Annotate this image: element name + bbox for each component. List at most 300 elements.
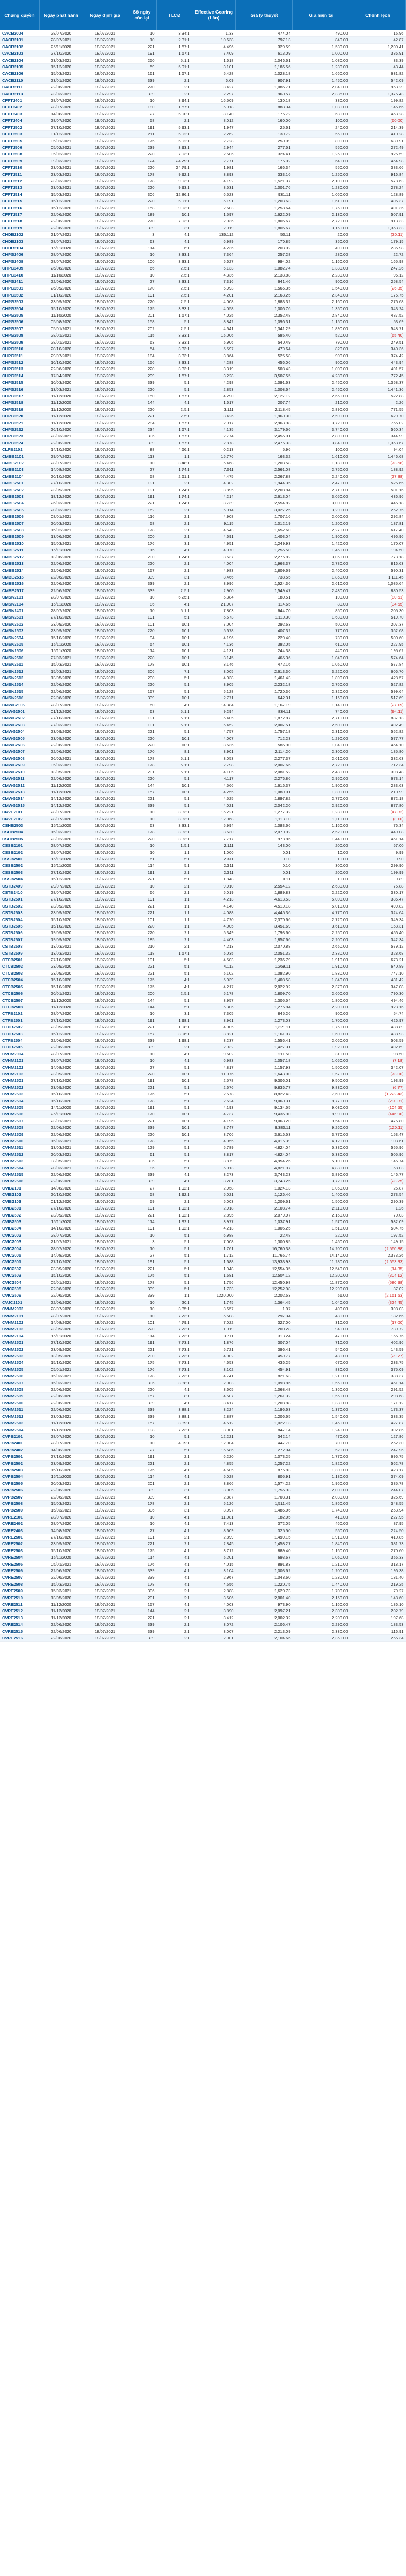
- table-row: [0, 1399, 406, 1406]
- cell-difference: 532.09: [350, 1218, 406, 1225]
- cell-warrant-code: CACB2104: [0, 57, 40, 63]
- cell-effective-gearing: 4.908: [192, 514, 236, 520]
- cell-difference: 318.17: [350, 1561, 406, 1567]
- cell-warrant-code: CVHM2004: [0, 1050, 40, 1057]
- cell-difference: 747.10: [350, 970, 406, 976]
- cell-issue-date: 27/10/2020: [40, 50, 83, 57]
- cell-days-left: 220: [127, 151, 157, 157]
- cell-difference: 255.34: [350, 1635, 406, 1641]
- cell-warrant-code: CMBB2104: [0, 473, 40, 479]
- cell-current-price: 2,300.00: [293, 748, 350, 755]
- cell-warrant-code: CVHM2503: [0, 1091, 40, 1098]
- cell-valuation-date: 18/07/2021: [83, 1594, 127, 1601]
- cell-conversion-ratio: 3.33:1: [157, 305, 192, 312]
- cell-issue-date: 14/12/2020: [40, 802, 83, 809]
- cell-warrant-code: CMBB2507: [0, 520, 40, 527]
- cell-valuation-date: 18/07/2021: [83, 500, 127, 507]
- cell-theoretical-price: 2,114.20: [236, 748, 293, 755]
- cell-difference: 143.59: [350, 1346, 406, 1352]
- cell-theoretical-price: 1,944.35: [236, 480, 293, 487]
- cell-conversion-ratio: 3:1: [157, 1010, 192, 1017]
- cell-warrant-code: CVPB2504: [0, 1474, 40, 1480]
- cell-conversion-ratio: 1.5:1: [157, 843, 192, 849]
- cell-effective-gearing: 5.178: [192, 990, 236, 997]
- cell-warrant-code: CSSB2101: [0, 843, 40, 849]
- cell-issue-date: 20/03/2021: [40, 520, 83, 527]
- cell-issue-date: 27/10/2020: [40, 1259, 83, 1265]
- cell-theoretical-price: 2,352.48: [236, 312, 293, 319]
- cell-warrant-code: CTCB2502: [0, 963, 40, 970]
- cell-difference: 197.52: [350, 1232, 406, 1238]
- cell-warrant-code: CMSN2504: [0, 634, 40, 641]
- table-row: [0, 191, 406, 198]
- cell-issue-date: 28/07/2020: [40, 607, 83, 614]
- table-row: [0, 796, 406, 802]
- table-row: [0, 332, 406, 339]
- cell-conversion-ratio: 3.96:1: [157, 1030, 192, 1037]
- cell-theoretical-price: 1,186.56: [236, 64, 293, 70]
- cell-warrant-code: CVRE2516: [0, 1635, 40, 1641]
- cell-theoretical-price: 292.63: [236, 621, 293, 627]
- cell-warrant-code: CMWG2504: [0, 728, 40, 735]
- cell-current-price: 1,030.00: [293, 104, 350, 110]
- cell-days-left: 191: [127, 896, 157, 903]
- cell-theoretical-price: 585.40: [236, 332, 293, 339]
- cell-conversion-ratio: 5.1:1: [157, 708, 192, 715]
- cell-issue-date: 11/12/2020: [40, 1003, 83, 1010]
- cell-effective-gearing: 5.039: [192, 977, 236, 983]
- cell-issue-date: 15/11/2020: [40, 1554, 83, 1561]
- cell-difference: (304.12): [350, 1272, 406, 1279]
- cell-theoretical-price: 2,104.66: [236, 1635, 293, 1641]
- cell-current-price: 2,100.00: [293, 178, 350, 184]
- table-row: [0, 581, 406, 587]
- cell-days-left: 200: [127, 554, 157, 560]
- cell-valuation-date: 18/07/2021: [83, 426, 127, 432]
- table-row: [0, 1299, 406, 1305]
- cell-warrant-code: CTPB2501: [0, 1017, 40, 1023]
- cell-difference: (27.88): [350, 473, 406, 479]
- cell-warrant-code: CHPG2515: [0, 379, 40, 386]
- cell-conversion-ratio: 5:1: [157, 386, 192, 392]
- cell-valuation-date: 18/07/2021: [83, 1198, 127, 1205]
- cell-difference: 542.09: [350, 77, 406, 83]
- cell-issue-date: 20/03/2021: [40, 1480, 83, 1487]
- cell-valuation-date: 18/07/2021: [83, 822, 127, 829]
- cell-warrant-code: CHPG2520: [0, 413, 40, 419]
- table-row: [0, 621, 406, 627]
- cell-warrant-code: CVHM2513: [0, 1158, 40, 1165]
- cell-days-left: 101: [127, 621, 157, 627]
- table-row: [0, 372, 406, 379]
- cell-conversion-ratio: 1:1: [157, 903, 192, 909]
- cell-days-left: 191: [127, 1534, 157, 1541]
- cell-issue-date: 22/06/2020: [40, 776, 83, 782]
- cell-difference: 426.97: [350, 1017, 406, 1023]
- cell-current-price: 1,040.00: [293, 1299, 350, 1305]
- cell-difference: 205.30: [350, 607, 406, 614]
- cell-theoretical-price: 712.23: [236, 735, 293, 741]
- cell-issue-date: 15/03/2021: [40, 1507, 83, 1514]
- cell-conversion-ratio: 2:1: [157, 1614, 192, 1621]
- cell-warrant-code: CHPG2511: [0, 352, 40, 359]
- cell-theoretical-price: 2,001.40: [236, 1594, 293, 1601]
- cell-issue-date: 28/07/2020: [40, 1306, 83, 1312]
- cell-warrant-code: CFPT2502: [0, 124, 40, 130]
- cell-issue-date: 15/10/2020: [40, 1272, 83, 1279]
- cell-effective-gearing: 4.112: [192, 963, 236, 970]
- cell-theoretical-price: 307.04: [236, 1339, 293, 1346]
- cell-valuation-date: 18/07/2021: [83, 124, 127, 130]
- cell-valuation-date: 18/07/2021: [83, 292, 127, 298]
- cell-conversion-ratio: 2:1: [157, 117, 192, 124]
- cell-effective-gearing: 7.022: [192, 1319, 236, 1326]
- cell-theoretical-price: 333.16: [236, 171, 293, 178]
- cell-issue-date: 20/03/2021: [40, 507, 83, 513]
- cell-issue-date: 22/06/2020: [40, 1172, 83, 1178]
- cell-warrant-code: CVRE2502: [0, 1541, 40, 1547]
- cell-current-price: 4,880.00: [293, 1165, 350, 1171]
- cell-days-left: 220: [127, 1326, 157, 1332]
- cell-theoretical-price: 3,616.53: [236, 1131, 293, 1138]
- cell-difference: 202.79: [350, 1608, 406, 1614]
- table-row: [0, 776, 406, 782]
- cell-warrant-code: CVIC2002: [0, 1232, 40, 1238]
- cell-current-price: 1,560.00: [293, 1393, 350, 1399]
- cell-effective-gearing: 6.993: [192, 285, 236, 292]
- cell-days-left: 157: [127, 688, 157, 694]
- cell-effective-gearing: 7.409: [192, 50, 236, 57]
- cell-valuation-date: 18/07/2021: [83, 1601, 127, 1608]
- cell-current-price: 490.00: [293, 245, 350, 252]
- cell-effective-gearing: 3.111: [192, 406, 236, 412]
- cell-issue-date: 15/03/2021: [40, 1138, 83, 1145]
- cell-issue-date: 22/06/2020: [40, 1044, 83, 1050]
- cell-days-left: 118: [127, 950, 157, 956]
- table-row: [0, 950, 406, 956]
- cell-conversion-ratio: 5:1: [157, 856, 192, 862]
- cell-difference: 328.68: [350, 950, 406, 956]
- cell-conversion-ratio: 7.73:1: [157, 1339, 192, 1346]
- cell-valuation-date: 18/07/2021: [83, 480, 127, 487]
- cell-current-price: 1,600.00: [293, 1030, 350, 1037]
- cell-issue-date: 28/07/2020: [40, 1245, 83, 1252]
- cell-effective-gearing: 1.761: [192, 1245, 236, 1252]
- cell-current-price: 2,200.00: [293, 1614, 350, 1621]
- table-row: [0, 131, 406, 137]
- table-row: [0, 1561, 406, 1567]
- cell-days-left: 10: [127, 1010, 157, 1017]
- cell-theoretical-price: 180.51: [236, 594, 293, 601]
- cell-valuation-date: 18/07/2021: [83, 856, 127, 862]
- cell-theoretical-price: 436.25: [236, 1359, 293, 1366]
- cell-days-left: 10: [127, 1440, 157, 1447]
- cell-conversion-ratio: 3.34:1: [157, 30, 192, 37]
- cell-days-left: 201: [127, 1594, 157, 1601]
- col-header-conversion-ratio: TLCĐ: [157, 0, 192, 30]
- cell-valuation-date: 18/07/2021: [83, 788, 127, 795]
- cell-theoretical-price: 447.70: [236, 1440, 293, 1447]
- cell-effective-gearing: 5.994: [192, 822, 236, 829]
- cell-valuation-date: 18/07/2021: [83, 299, 127, 305]
- cell-effective-gearing: 15.776: [192, 453, 236, 459]
- cell-effective-gearing: 8.140: [192, 110, 236, 117]
- table-row: [0, 869, 406, 876]
- cell-theoretical-price: 1,157.93: [236, 1064, 293, 1070]
- cell-difference: 127.86: [350, 1433, 406, 1440]
- cell-warrant-code: CVPB2501: [0, 1454, 40, 1460]
- cell-current-price: 3,770.00: [293, 1131, 350, 1138]
- cell-warrant-code: CMWG2511: [0, 776, 40, 782]
- cell-warrant-code: CFPT2510: [0, 165, 40, 171]
- cell-conversion-ratio: 5:1: [157, 1232, 192, 1238]
- cell-warrant-code: CVHM2512: [0, 1151, 40, 1158]
- cell-difference: (17.00): [350, 1319, 406, 1326]
- cell-warrant-code: CVNM2502: [0, 1346, 40, 1352]
- cell-issue-date: 23/02/2020: [40, 836, 83, 842]
- cell-issue-date: 23/09/2020: [40, 1084, 83, 1090]
- cell-theoretical-price: 834.11: [236, 708, 293, 715]
- cell-difference: 227.95: [350, 1514, 406, 1520]
- cell-current-price: 2,590.00: [293, 413, 350, 419]
- cell-current-price: 1,570.00: [293, 1070, 350, 1077]
- table-row: [0, 1467, 406, 1473]
- cell-issue-date: 15/11/2020: [40, 245, 83, 252]
- table-row: [0, 822, 406, 829]
- cell-difference: 324.64: [350, 910, 406, 916]
- cell-warrant-code: CVPB2507: [0, 1494, 40, 1500]
- cell-issue-date: 28/07/2020: [40, 1433, 83, 1440]
- cell-effective-gearing: 7.305: [192, 1010, 236, 1017]
- cell-days-left: 27: [127, 1064, 157, 1070]
- table-row: [0, 594, 406, 601]
- cell-conversion-ratio: 3.33:1: [157, 829, 192, 836]
- cell-valuation-date: 18/07/2021: [83, 594, 127, 601]
- cell-effective-gearing: 2.297: [192, 90, 236, 97]
- cell-valuation-date: 18/07/2021: [83, 165, 127, 171]
- cell-difference: (104.55): [350, 1105, 406, 1111]
- cell-issue-date: 25/11/2020: [40, 43, 83, 50]
- cell-effective-gearing: 3.072: [192, 1621, 236, 1628]
- cell-issue-date: 22/06/2020: [40, 279, 83, 285]
- table-row: [0, 1373, 406, 1379]
- cell-effective-gearing: 3.506: [192, 1594, 236, 1601]
- cell-issue-date: 22/06/2020: [40, 681, 83, 688]
- cell-valuation-date: 18/07/2021: [83, 648, 127, 654]
- cell-warrant-code: CMSN2503: [0, 628, 40, 634]
- cell-conversion-ratio: 2:1: [157, 1044, 192, 1050]
- cell-valuation-date: 18/07/2021: [83, 681, 127, 688]
- cell-effective-gearing: 3.412: [192, 1614, 236, 1621]
- cell-valuation-date: 18/07/2021: [83, 1373, 127, 1379]
- cell-difference: 507.91: [350, 211, 406, 218]
- cell-theoretical-price: 2,081.52: [236, 768, 293, 775]
- cell-difference: 199.82: [350, 97, 406, 104]
- cell-warrant-code: CMBB2512: [0, 554, 40, 560]
- table-row: [0, 923, 406, 930]
- cell-issue-date: 11/12/2020: [40, 392, 83, 399]
- cell-current-price: 2,240.00: [293, 473, 350, 479]
- cell-effective-gearing: 1.756: [192, 1279, 236, 1285]
- cell-difference: 340.36: [350, 346, 406, 352]
- cell-conversion-ratio: 2:1: [157, 1500, 192, 1507]
- cell-theoretical-price: 1,220.75: [236, 1581, 293, 1587]
- cell-valuation-date: 18/07/2021: [83, 802, 127, 809]
- cell-current-price: 1,700.00: [293, 1017, 350, 1023]
- cell-days-left: 157: [127, 1601, 157, 1608]
- cell-conversion-ratio: 5:1: [157, 1138, 192, 1145]
- cell-theoretical-price: 1,620.73: [236, 1588, 293, 1594]
- cell-conversion-ratio: 5.91:1: [157, 64, 192, 70]
- cell-days-left: 191: [127, 1454, 157, 1460]
- cell-current-price: 2,160.00: [293, 299, 350, 305]
- cell-current-price: 1,050.00: [293, 661, 350, 668]
- cell-theoretical-price: 382.05: [236, 641, 293, 647]
- cell-warrant-code: CVIC2503: [0, 1272, 40, 1279]
- cell-valuation-date: 18/07/2021: [83, 97, 127, 104]
- cell-current-price: 890.00: [293, 137, 350, 144]
- table-row: [0, 1192, 406, 1198]
- cell-difference: 560.34: [350, 426, 406, 432]
- table-row: [0, 1635, 406, 1641]
- cell-valuation-date: 18/07/2021: [83, 1353, 127, 1359]
- cell-warrant-code: CHPG2510: [0, 346, 40, 352]
- cell-current-price: 1,040.00: [293, 654, 350, 661]
- table-row: [0, 816, 406, 822]
- cell-days-left: 158: [127, 319, 157, 325]
- cell-warrant-code: CVRE2507: [0, 1574, 40, 1581]
- cell-warrant-code: CHPG2521: [0, 419, 40, 426]
- cell-difference: 290.39: [350, 1198, 406, 1205]
- cell-theoretical-price: 585.90: [236, 742, 293, 748]
- cell-valuation-date: 18/07/2021: [83, 1044, 127, 1050]
- cell-conversion-ratio: 5:1: [157, 963, 192, 970]
- cell-valuation-date: 18/07/2021: [83, 332, 127, 339]
- table-row: [0, 1259, 406, 1265]
- table-row: [0, 1050, 406, 1057]
- cell-warrant-code: CVRE2505: [0, 1561, 40, 1567]
- cell-conversion-ratio: 5:1: [157, 1285, 192, 1292]
- table-row: [0, 856, 406, 862]
- cell-difference: 330.17: [350, 890, 406, 896]
- cell-current-price: 1,210.00: [293, 1561, 350, 1567]
- cell-difference: (324.45): [350, 1299, 406, 1305]
- cell-conversion-ratio: 1.92:1: [157, 1212, 192, 1218]
- cell-difference: (26.35): [350, 285, 406, 292]
- cell-effective-gearing: 3.104: [192, 1568, 236, 1574]
- cell-difference: 578.63: [350, 178, 406, 184]
- cell-theoretical-price: 2,613.30: [236, 668, 293, 674]
- table-row: [0, 1285, 406, 1292]
- cell-difference: 347.08: [350, 983, 406, 990]
- cell-current-price: 1,160.00: [293, 1547, 350, 1554]
- cell-days-left: 306: [127, 668, 157, 674]
- cell-issue-date: 28/07/2020: [40, 1312, 83, 1319]
- cell-issue-date: 05/01/2021: [40, 1561, 83, 1567]
- cell-issue-date: 28/01/2021: [40, 339, 83, 345]
- cell-conversion-ratio: 1.67:1: [157, 419, 192, 426]
- cell-conversion-ratio: 5:1: [157, 1158, 192, 1165]
- cell-issue-date: 23/09/2020: [40, 621, 83, 627]
- cell-valuation-date: 18/07/2021: [83, 37, 127, 43]
- cell-effective-gearing: 4.193: [192, 1105, 236, 1111]
- cell-effective-gearing: 1.948: [192, 1265, 236, 1272]
- cell-current-price: 10.00: [293, 849, 350, 856]
- cell-issue-date: 28/07/2020: [40, 1050, 83, 1057]
- cell-theoretical-price: 738.55: [236, 574, 293, 580]
- cell-current-price: 1,050.00: [293, 1057, 350, 1064]
- cell-effective-gearing: 2.895: [192, 1212, 236, 1218]
- cell-difference: (60.00): [350, 117, 406, 124]
- cell-conversion-ratio: 2.5:1: [157, 990, 192, 997]
- cell-difference: 253.94: [350, 1507, 406, 1514]
- cell-days-left: 10: [127, 809, 157, 816]
- cell-conversion-ratio: 2:1: [157, 1534, 192, 1541]
- cell-warrant-code: CHPG2409: [0, 265, 40, 272]
- cell-theoretical-price: 229.40: [236, 634, 293, 641]
- cell-current-price: 2,000.00: [293, 1487, 350, 1494]
- cell-effective-gearing: 3.466: [192, 574, 236, 580]
- cell-effective-gearing: 5.003: [192, 1198, 236, 1205]
- cell-valuation-date: 18/07/2021: [83, 762, 127, 768]
- cell-difference: 58.03: [350, 1165, 406, 1171]
- cell-issue-date: 23/09/2020: [40, 910, 83, 916]
- table-row: [0, 1030, 406, 1037]
- cell-days-left: 170: [127, 285, 157, 292]
- cell-difference: 185.80: [350, 748, 406, 755]
- cell-conversion-ratio: 10:1: [157, 634, 192, 641]
- cell-theoretical-price: 272.04: [236, 1447, 293, 1453]
- cell-days-left: 27: [127, 1527, 157, 1534]
- cell-difference: 1,200.41: [350, 43, 406, 50]
- cell-current-price: 1,230.00: [293, 809, 350, 816]
- cell-effective-gearing: 2.900: [192, 587, 236, 594]
- table-row: [0, 514, 406, 520]
- cell-warrant-code: CVRE2101: [0, 1514, 40, 1520]
- cell-current-price: 80.00: [293, 601, 350, 607]
- table-row: [0, 1527, 406, 1534]
- cell-conversion-ratio: 10:1: [157, 661, 192, 668]
- cell-valuation-date: 18/07/2021: [83, 1608, 127, 1614]
- cell-theoretical-price: 2,476.33: [236, 439, 293, 446]
- cell-valuation-date: 18/07/2021: [83, 1574, 127, 1581]
- cell-effective-gearing: 9.294: [192, 708, 236, 715]
- cell-warrant-code: CHDB2102: [0, 232, 40, 238]
- cell-issue-date: 01/12/2020: [40, 131, 83, 137]
- cell-warrant-code: CVNM2507: [0, 1379, 40, 1386]
- cell-issue-date: 23/09/2020: [40, 1346, 83, 1352]
- cell-valuation-date: 18/07/2021: [83, 157, 127, 164]
- table-row: [0, 1138, 406, 1145]
- cell-valuation-date: 18/07/2021: [83, 796, 127, 802]
- cell-issue-date: 27/03/2021: [40, 721, 83, 728]
- cell-valuation-date: 18/07/2021: [83, 1158, 127, 1165]
- cell-days-left: 175: [127, 977, 157, 983]
- cell-conversion-ratio: 5:1: [157, 1165, 192, 1171]
- cell-current-price: 2,380.00: [293, 950, 350, 956]
- table-row: [0, 829, 406, 836]
- cell-theoretical-price: 3,179.66: [236, 426, 293, 432]
- cell-issue-date: 11/12/2020: [40, 419, 83, 426]
- cell-current-price: 740.00: [293, 708, 350, 715]
- cell-conversion-ratio: 2.5:1: [157, 325, 192, 332]
- cell-warrant-code: CHPG2501: [0, 285, 40, 292]
- cell-issue-date: 28/07/2020: [40, 252, 83, 258]
- cell-warrant-code: CVIC2003: [0, 1239, 40, 1245]
- cell-effective-gearing: 6.983: [192, 1057, 236, 1064]
- cell-difference: 15.96: [350, 30, 406, 37]
- cell-effective-gearing: 3.866: [192, 1480, 236, 1487]
